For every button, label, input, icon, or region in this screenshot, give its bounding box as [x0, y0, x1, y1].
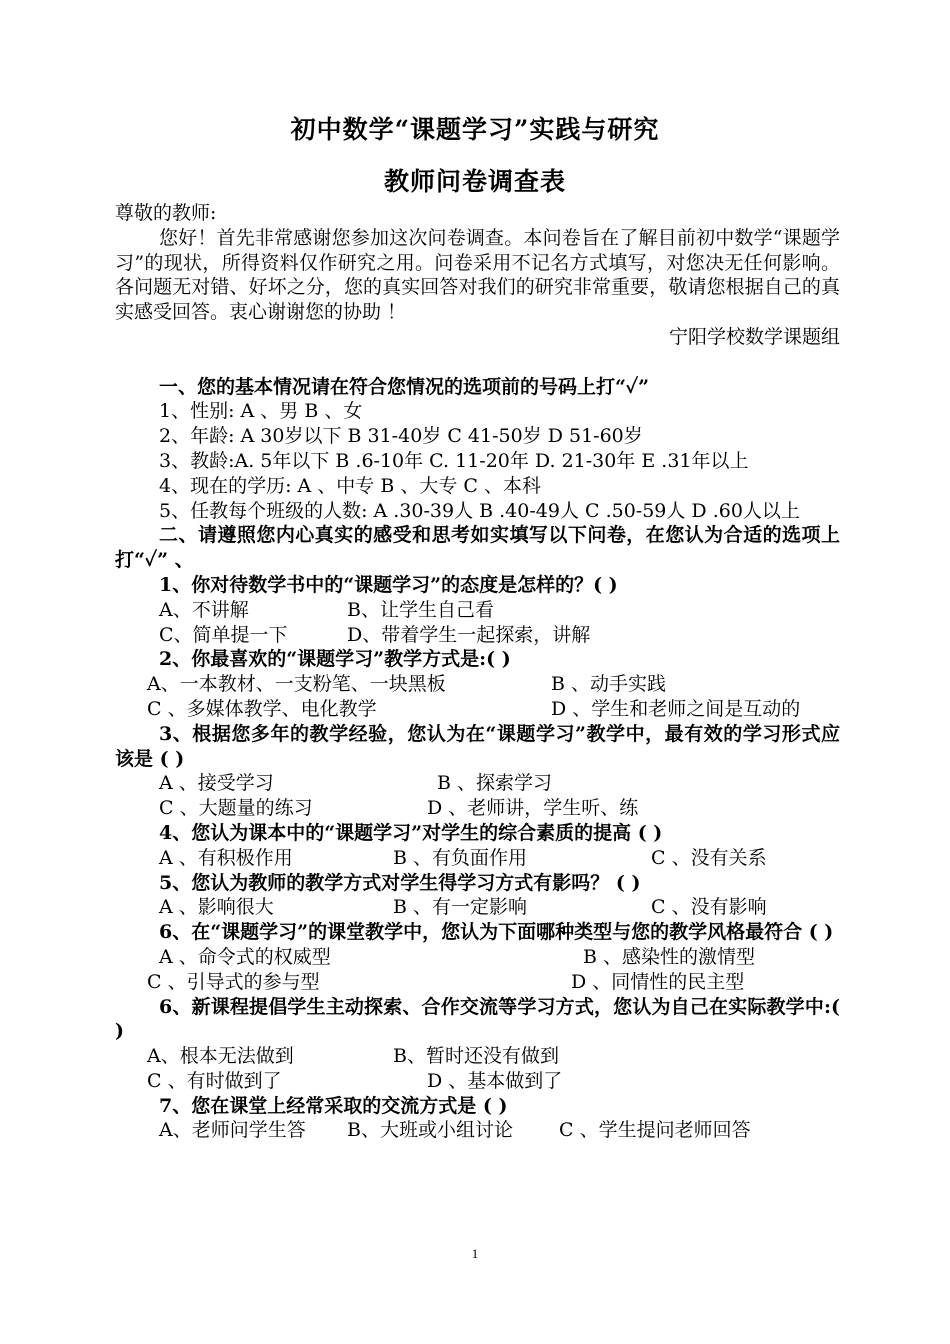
q8-option-b: B、大班或小组讨论 [347, 1119, 513, 1142]
q7-options-row1 [115, 1044, 840, 1069]
q8-text: 7、您在课堂上经常采取的交流方式是 ( ) [159, 1094, 508, 1117]
q2-options-row2 [115, 697, 840, 722]
q4-option-c: C 、没有关系 [651, 846, 767, 869]
q8-option-a: A、老师问学生答 [159, 1119, 306, 1142]
q6-options-row1 [115, 945, 840, 970]
page-number: 1 [471, 1246, 479, 1261]
q7-option-c: C 、有时做到了 [147, 1069, 282, 1092]
q-gender: 1、性别: A 、男 B 、女 [159, 400, 363, 423]
q4-options [115, 846, 840, 871]
q5-option-b: B 、有一定影响 [393, 896, 528, 919]
q5-option-c: C 、没有影响 [651, 896, 767, 919]
section2-heading: 二、请遵照您内心真实的感受和思考如实填写以下问卷，在您认为合适的选项上打“✓” 、 [115, 524, 840, 572]
q2-text: 2、你最喜欢的“课题学习”教学方式是:( ) [159, 648, 511, 671]
q1-option-a: A、不讲解 [159, 598, 249, 621]
q7-option-d: D 、基本做到了 [427, 1069, 563, 1092]
q4-text: 4、您认为课本中的“课题学习”对学生的综合素质的提高 ( ) [159, 821, 663, 844]
q-education: 4、现在的学历: A 、中专 B 、大专 C 、本科 [159, 474, 541, 497]
q3-option-a: A 、接受学习 [159, 772, 274, 795]
q1-options-row2 [115, 623, 840, 648]
q2-option-c: C 、多媒体教学、电化教学 [147, 697, 377, 720]
q1-text: 1、你对待数学书中的“课题学习”的态度是怎样的？( ) [159, 573, 618, 596]
signature: 宁阳学校数学课题组 [668, 325, 840, 348]
q1-option-b: B、让学生自己看 [347, 598, 494, 621]
document-body [115, 201, 840, 1143]
q6-options-row2 [115, 970, 840, 995]
section1-heading: 一、您的基本情况请在符合您情况的选项前的号码上打“✓” [159, 375, 650, 398]
q2-options-row1 [115, 672, 840, 697]
q-class-size: 5、任教每个班级的人数: A .30-39人 B .40-49人 C .50-59人 D .60人以上 [159, 499, 800, 522]
q8-option-c: C 、学生提问老师回答 [559, 1119, 751, 1142]
q3-options-row1 [115, 771, 840, 796]
q3-options-row2 [115, 796, 840, 821]
q6-option-c: C 、引导式的参与型 [147, 970, 320, 993]
q7-text: 6、新课程提倡学生主动探索、合作交流等学习方式，您认为自己在实际教学中:( ) [115, 995, 840, 1043]
q1-option-d: D、带着学生一起探索，讲解 [347, 623, 591, 646]
q1-option-c: C、简单提一下 [159, 623, 288, 646]
q5-text: 5、您认为教师的教学方式对学生得学习方式有影吗？ ( ) [159, 871, 641, 894]
q3-text: 3、根据您多年的教学经验，您认为在“课题学习”教学中，最有效的学习形式应该是 ( ) [115, 722, 840, 770]
q4-option-a: A 、有积极作用 [159, 846, 293, 869]
q2-option-a: A、一本教材、一支粉笔、一块黑板 [147, 673, 446, 696]
intro-paragraph: 您好！首先非常感谢您参加这次问卷调查。本问卷旨在了解目前初中数学“课题学习”的现状，所得资料仅作研究之用。问卷采用不记名方式填写，对您决无任何影响。各问题无对错、好坏之分，您的真实回答对我们的研究非常重要，敬请您根据自己的真实感受回答。衷心谢谢您的协助 ！ [115, 226, 840, 324]
q6-option-b: B 、感染性的激情型 [583, 945, 756, 968]
q5-option-a: A 、影响很大 [159, 896, 274, 919]
q-age: 2、年龄: A 30岁以下 B 31-40岁 C 41-50岁 D 51-60岁 [159, 425, 643, 448]
q7-option-b: B、暂时还没有做到 [393, 1045, 559, 1068]
q2-option-b: B 、动手实践 [551, 673, 667, 696]
main-title: 初中数学“课题学习”实践与研究 [290, 115, 660, 144]
spacer [115, 350, 840, 375]
q2-option-d: D 、学生和老师之间是互动的 [551, 697, 801, 720]
q6-text: 6、在“课题学习”的课堂教学中，您认为下面哪种类型与您的教学风格最符合 ( ) [159, 921, 834, 944]
q-teaching-years: 3、教龄:A. 5年以下 B .6-10年 C. 11-20年 D. 21-30年 E .31年以上 [159, 449, 749, 472]
q3-option-b: B 、探索学习 [437, 772, 553, 795]
greeting: 尊敬的教师: [115, 202, 217, 224]
sub-title: 教师问卷调查表 [383, 167, 566, 196]
q6-option-a: A 、命令式的权威型 [159, 945, 331, 968]
q3-option-c: C 、大题量的练习 [159, 797, 313, 820]
q1-options-row1 [115, 598, 840, 623]
q4-option-b: B 、有负面作用 [393, 846, 528, 869]
q6-option-d: D 、同情性的民主型 [571, 970, 745, 993]
q5-options [115, 895, 840, 920]
q8-options [115, 1118, 840, 1143]
q7-options-row2 [115, 1069, 840, 1094]
q3-option-d: D 、老师讲，学生听、练 [427, 797, 639, 820]
q7-option-a: A、根本无法做到 [147, 1045, 294, 1068]
